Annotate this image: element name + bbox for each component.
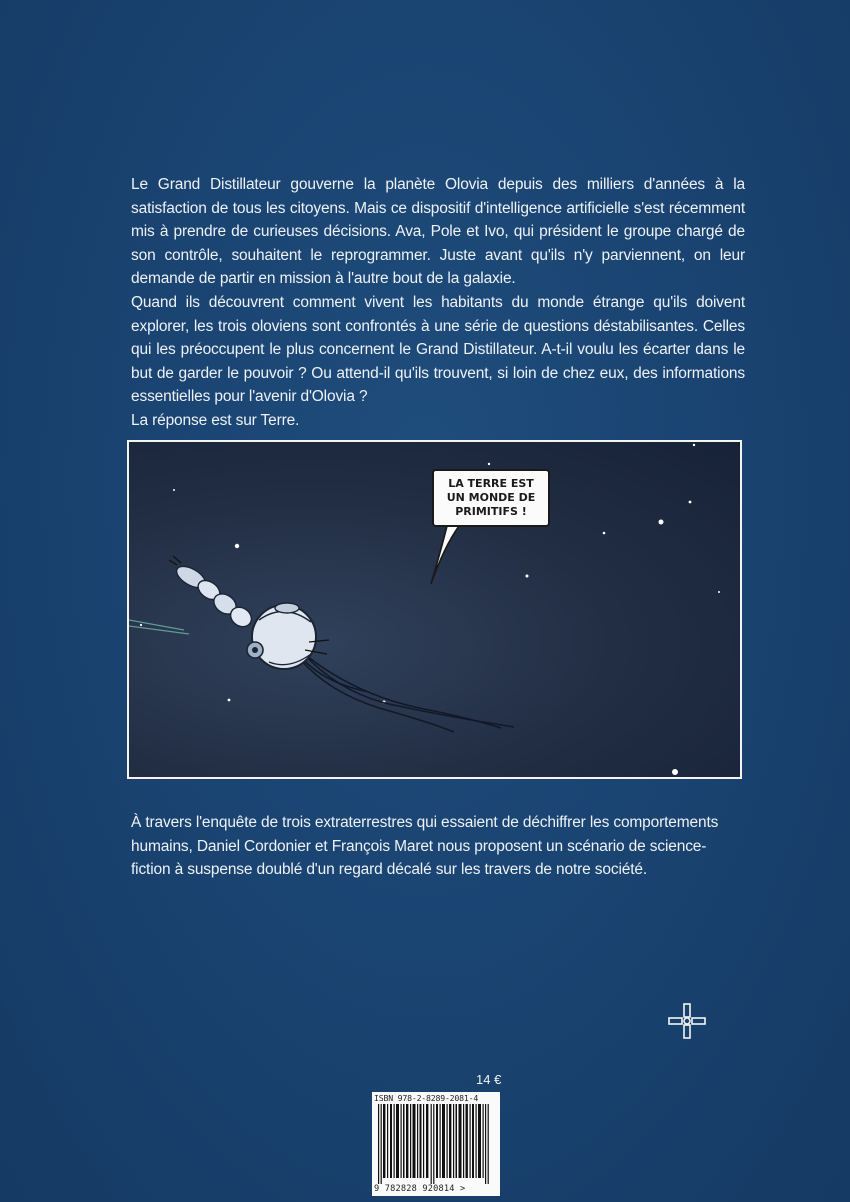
synopsis-paragraph-3: La réponse est sur Terre. <box>131 411 300 429</box>
speech-balloon: LA TERRE EST UN MONDE DE PRIMITIFS ! <box>432 469 550 527</box>
synopsis-bottom: À travers l'enquête de trois extraterrestres qui essaient de déchiffrer les comportements humains, Daniel Cordonier et François Maret nous proposent un scénario de science-fiction à suspense doublé d'un regard décalé sur les travers de notre société. <box>131 814 719 879</box>
barcode-bars <box>372 1092 500 1196</box>
barcode-digits: 9 782828 920814 > <box>374 1184 466 1194</box>
comic-panel <box>127 440 742 779</box>
ship-cables <box>297 652 514 732</box>
synopsis-top <box>131 173 745 433</box>
price: 14 € <box>476 1072 502 1087</box>
spaceship <box>169 556 329 669</box>
isbn-label: ISBN 978-2-8289-2081-4 <box>374 1093 479 1103</box>
publisher-cross-icon <box>667 1001 707 1041</box>
synopsis-paragraph-1: Le Grand Distillateur gouverne la planète Olovia depuis des milliers d'années à la satisfaction de tous les citoyens. Mais ce dispositif d'intelligence artificielle s'est récemment mis à prendre de curieuses décisions. Ava, Pole et Ivo, qui président le groupe chargé de son contrôle, souhaitent le reprogrammer. Juste avant qu'ils n'y parviennent, on leur demande de partir en mission à l'autre bout de la galaxie. <box>131 176 745 288</box>
synopsis-paragraph-2: Quand ils découvrent comment vivent les habitants du monde étrange qu'ils doivent explorer, les trois oloviens sont confrontés à une série de questions déstabilisantes. Celles qui les préoccupent le plus concernent le Grand Distillateur. A-t-il voulu les écarter dans le but de garder le pouvoir ? Ou attend-il qu'ils trouvent, si loin de chez eux, des informations essentielles pour l'avenir d'Olovia ? <box>131 293 745 406</box>
barcode <box>372 1092 500 1196</box>
